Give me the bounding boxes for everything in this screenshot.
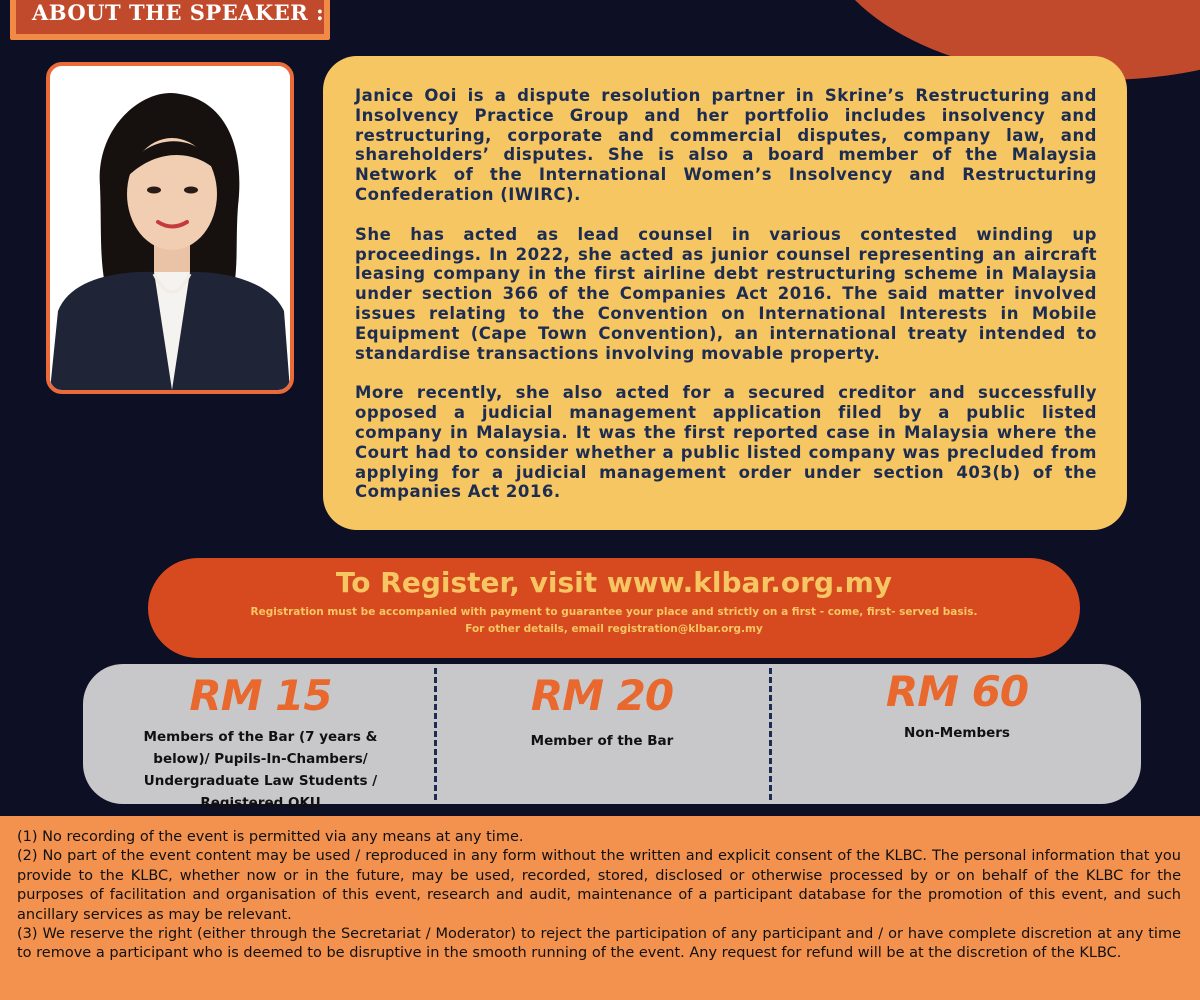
registration-banner bbox=[148, 558, 1080, 658]
speaker-bio bbox=[355, 86, 1097, 522]
speaker-portrait-illustration bbox=[50, 66, 290, 390]
price-divider bbox=[769, 668, 772, 800]
price-description: Non-Members bbox=[904, 725, 1010, 741]
section-header-badge bbox=[10, 0, 330, 40]
price-description: Member of the Bar bbox=[530, 733, 674, 749]
terms-text bbox=[17, 828, 1181, 964]
price-amount: RM 15 bbox=[189, 671, 332, 720]
price-tier bbox=[773, 664, 1141, 804]
bio-paragraph: She has acted as lead counsel in various contested winding up proceedings. In 2022, she acted as junior counsel representing an aircraft leasing company in the first airline debt restructuring scheme in Malaysia under section 366 of the Companies Act 2016. The said matter involved issues relating to the Convention on International Interests in Mobile Equipment (Cape Town Convention), an international treaty intended to standardise transactions involving movable property. bbox=[355, 224, 1097, 363]
terms-item: (3) We reserve the right (either through the Secretariat / Moderator) to reject the participation of any participant and / or have complete discretion at any time to remove a participant who is deemed to be disruptive in the smooth running of the event. Any request for refund will be at the discretion of the KLBC. bbox=[17, 926, 1181, 962]
bio-paragraph: Janice Ooi is a dispute resolution partner in Skrine’s Restructuring and Insolvency Practice Group and her portfolio includes insolvency and restructuring, corporate and commercial disputes, company law, and shareholders’ disputes. She is also a board member of the Malaysia Network of the International Women’s Insolvency and Restructuring Confederation (IWIRC). bbox=[355, 86, 1097, 204]
speaker-bio-card bbox=[323, 56, 1127, 530]
bio-paragraph: More recently, she also acted for a secured creditor and successfully opposed a judicial management application filed by a public listed company in Malaysia. It was the first reported case in Malaysia where the Court had to consider whether a public listed company was precluded from applying for a judicial management order under section 403(b) of the Companies Act 2016. bbox=[355, 383, 1097, 502]
registration-title[interactable]: To Register, visit www.klbar.org.my bbox=[335, 566, 893, 599]
price-amount: RM 20 bbox=[530, 671, 674, 720]
price-amount: RM 60 bbox=[885, 667, 1029, 716]
price-description: Members of the Bar (7 years & below)/ Pupils-In-Chambers/ Undergraduate Law Students / Registered OKU bbox=[143, 729, 378, 811]
price-tier bbox=[98, 664, 423, 811]
registration-note: Registration must be accompanied with payment to guarantee your place and strictly on a first - come, first- served basis. bbox=[250, 606, 978, 618]
terms-section bbox=[0, 816, 1200, 1000]
terms-item: (1) No recording of the event is permitted via any means at any time. bbox=[17, 829, 524, 845]
pricing-panel bbox=[83, 664, 1141, 811]
registration-email-note[interactable]: For other details, email registration@klbar.org.my bbox=[465, 623, 763, 635]
speaker-photo bbox=[46, 62, 294, 394]
price-tier bbox=[439, 664, 765, 804]
price-divider bbox=[434, 668, 437, 800]
section-title: ABOUT THE SPEAKER : bbox=[32, 0, 325, 25]
terms-item: (2) No part of the event content may be used / reproduced in any form without the written and explicit consent of the KLBC. The personal information that you provide to the KLBC, whether now or in the future, may be used, recorded, stored, disclosed or otherwise processed by or on behalf of the KLBC for the purposes of facilitation and organisation of this event, research and audit, maintenance of a participant database for the promotion of this event, and such ancillary services as may be relevant. bbox=[17, 848, 1181, 923]
